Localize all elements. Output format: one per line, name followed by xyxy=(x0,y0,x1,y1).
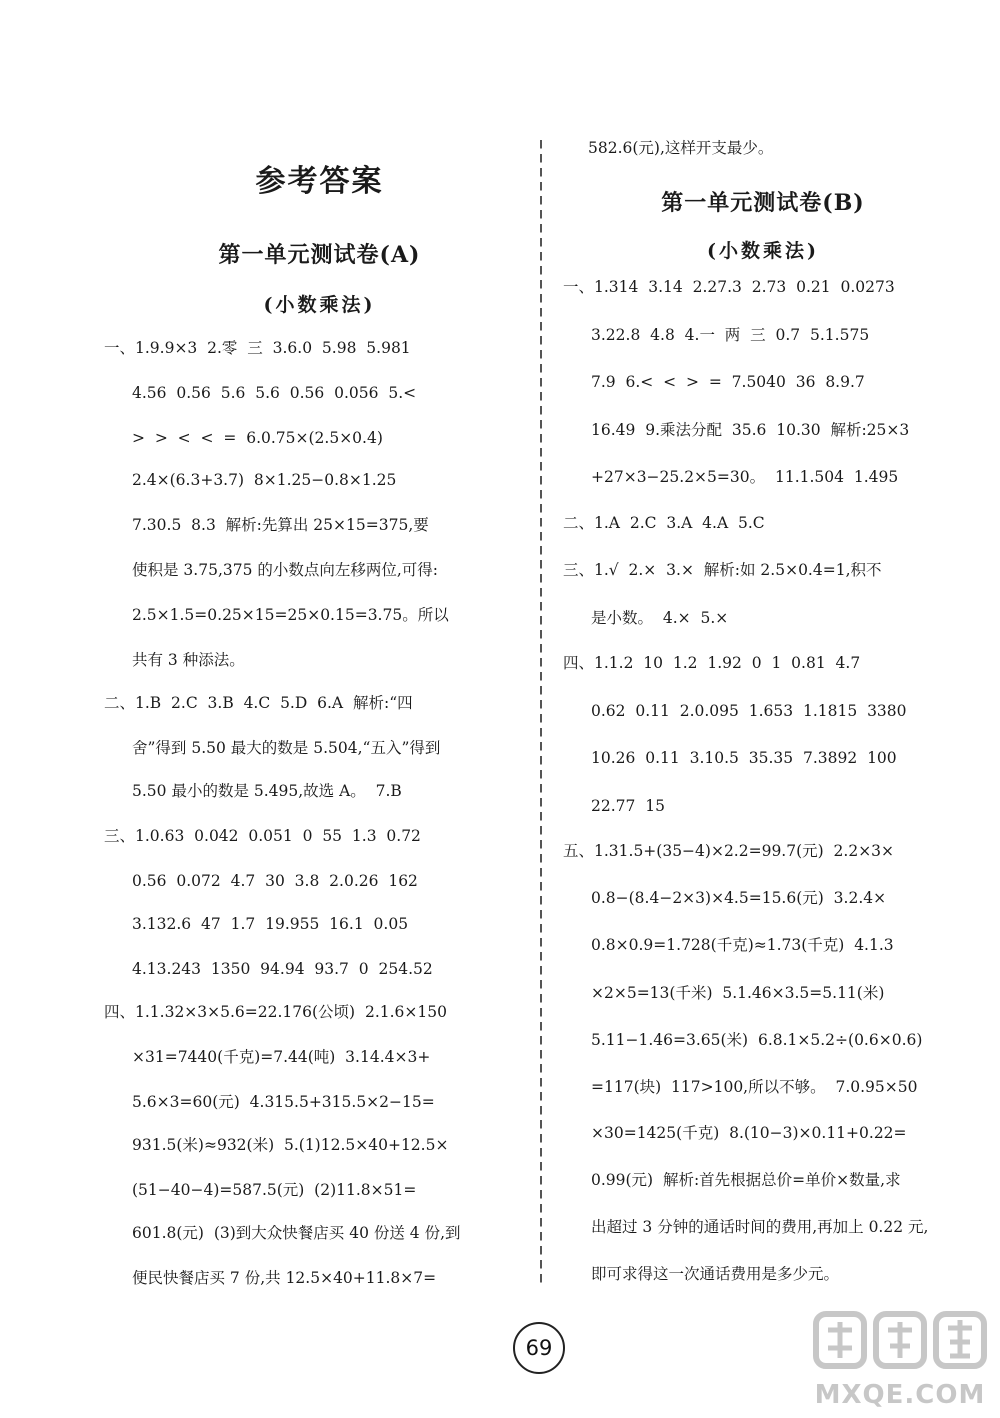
subtitle-a: (小数乘法) xyxy=(263,294,376,316)
answer-line: 二、1.B 2.C 3.B 4.C 5.D 6.A 解析:“四 xyxy=(104,694,413,712)
subtitle-b: (小数乘法) xyxy=(707,240,819,262)
unit-title-a: 第一单元测试卷(A) xyxy=(218,242,421,268)
watermark-logo xyxy=(810,1300,990,1410)
answer-line: 四、1.1.2 10 1.2 1.92 0 1 0.81 4.7 xyxy=(563,654,861,672)
column-divider xyxy=(540,140,542,1285)
answer-line: 0.8−(8.4−2×3)×4.5=15.6(元) 3.2.4× xyxy=(591,889,887,907)
answer-line: 舍”得到 5.50 最大的数是 5.504,“五入”得到 xyxy=(132,739,441,757)
answer-line: 一、1.9.9×3 2.零 三 3.6.0 5.98 5.981 xyxy=(104,339,411,357)
watermark-text: MXQE.COM xyxy=(814,1380,986,1410)
answer-line: 是小数。 4.× 5.× xyxy=(591,609,729,627)
answer-line: 5.6×3=60(元) 4.315.5+315.5×2−15= xyxy=(132,1093,435,1111)
answer-line: ×31=7440(千克)=7.44(吨) 3.14.4×3+ xyxy=(132,1048,431,1066)
answer-line: 0.8×0.9=1.728(千克)≈1.73(千克) 4.1.3 xyxy=(591,936,894,954)
answer-line: 共有 3 种添法。 xyxy=(132,651,245,669)
answer-line: 16.49 9.乘法分配 35.6 10.30 解析:25×3 xyxy=(591,421,910,439)
answer-line: 2.5×1.5=0.25×15=25×0.15=3.75。所以 xyxy=(132,606,449,624)
answer-line: 0.99(元) 解析:首先根据总价=单价×数量,求 xyxy=(591,1171,901,1189)
answer-line: 三、1.0.63 0.042 0.051 0 55 1.3 0.72 xyxy=(104,827,421,845)
page-number: 69 xyxy=(513,1322,565,1374)
answer-line: 5.50 最小的数是 5.495,故选 A。 7.B xyxy=(132,782,402,800)
answer-line: 便民快餐店买 7 份,共 12.5×40+11.8×7= xyxy=(132,1269,437,1287)
answer-line: 使积是 3.75,375 的小数点向左移两位,可得: xyxy=(132,561,439,579)
answer-line: ×2×5=13(千米) 5.1.46×3.5=5.11(米) xyxy=(591,984,885,1002)
answer-line: 2.4×(6.3+3.7) 8×1.25−0.8×1.25 xyxy=(132,471,397,489)
answer-line: (51−40−4)=587.5(元) (2)11.8×51= xyxy=(132,1181,417,1199)
answer-line: 3.132.6 47 1.7 19.955 16.1 0.05 xyxy=(132,915,409,933)
answer-line: 五、1.31.5+(35−4)×2.2=99.7(元) 2.2×3× xyxy=(563,842,895,860)
answer-line: 一、1.314 3.14 2.27.3 2.73 0.21 0.0273 xyxy=(563,278,895,296)
watermark-logo-icon xyxy=(810,1300,990,1380)
answer-line: 4.13.243 1350 94.94 93.7 0 254.52 xyxy=(132,960,433,978)
answer-line: 5.11−1.46=3.65(米) 6.8.1×5.2÷(0.6×0.6) xyxy=(591,1031,923,1049)
answer-line: +27×3−25.2×5=30。 11.1.504 1.495 xyxy=(591,468,899,486)
answer-line: 3.22.8 4.8 4.一 两 三 0.7 5.1.575 xyxy=(591,326,870,344)
answer-line: ×30=1425(千克) 8.(10−3)×0.11+0.22= xyxy=(591,1124,907,1142)
answer-line: 出超过 3 分钟的通话时间的费用,再加上 0.22 元, xyxy=(591,1218,929,1236)
answer-line: 即可求得这一次通话费用是多少元。 xyxy=(591,1265,840,1283)
answer-line: 四、1.1.32×3×5.6=22.176(公顷) 2.1.6×150 xyxy=(104,1003,447,1021)
answer-line: 7.9 6.< < > = 7.5040 36 8.9.7 xyxy=(591,373,865,391)
answer-line: > > < < = 6.0.75×(2.5×0.4) xyxy=(132,429,383,447)
answer-line: 931.5(米)≈932(米) 5.(1)12.5×40+12.5× xyxy=(132,1136,449,1154)
answer-line: 三、1.√ 2.× 3.× 解析:如 2.5×0.4=1,积不 xyxy=(563,561,882,579)
answer-line: 601.8(元) (3)到大众快餐店买 40 份送 4 份,到 xyxy=(132,1224,461,1242)
continued-line: 582.6(元),这样开支最少。 xyxy=(588,139,774,157)
answer-line: 二、1.A 2.C 3.A 4.A 5.C xyxy=(563,514,765,532)
answer-line: 7.30.5 8.3 解析:先算出 25×15=375,要 xyxy=(132,516,429,534)
answer-line: 0.62 0.11 2.0.095 1.653 1.1815 3380 xyxy=(591,702,907,720)
answer-line: 0.56 0.072 4.7 30 3.8 2.0.26 162 xyxy=(132,872,418,890)
unit-title-b: 第一单元测试卷(B) xyxy=(661,190,865,216)
page-title: 参考答案 xyxy=(255,164,384,199)
answer-line: 4.56 0.56 5.6 5.6 0.56 0.056 5.< xyxy=(132,384,417,402)
answer-line: 22.77 15 xyxy=(591,797,665,815)
answer-line: 10.26 0.11 3.10.5 35.35 7.3892 100 xyxy=(591,749,897,767)
answer-line: =117(块) 117>100,所以不够。 7.0.95×50 xyxy=(591,1078,918,1096)
